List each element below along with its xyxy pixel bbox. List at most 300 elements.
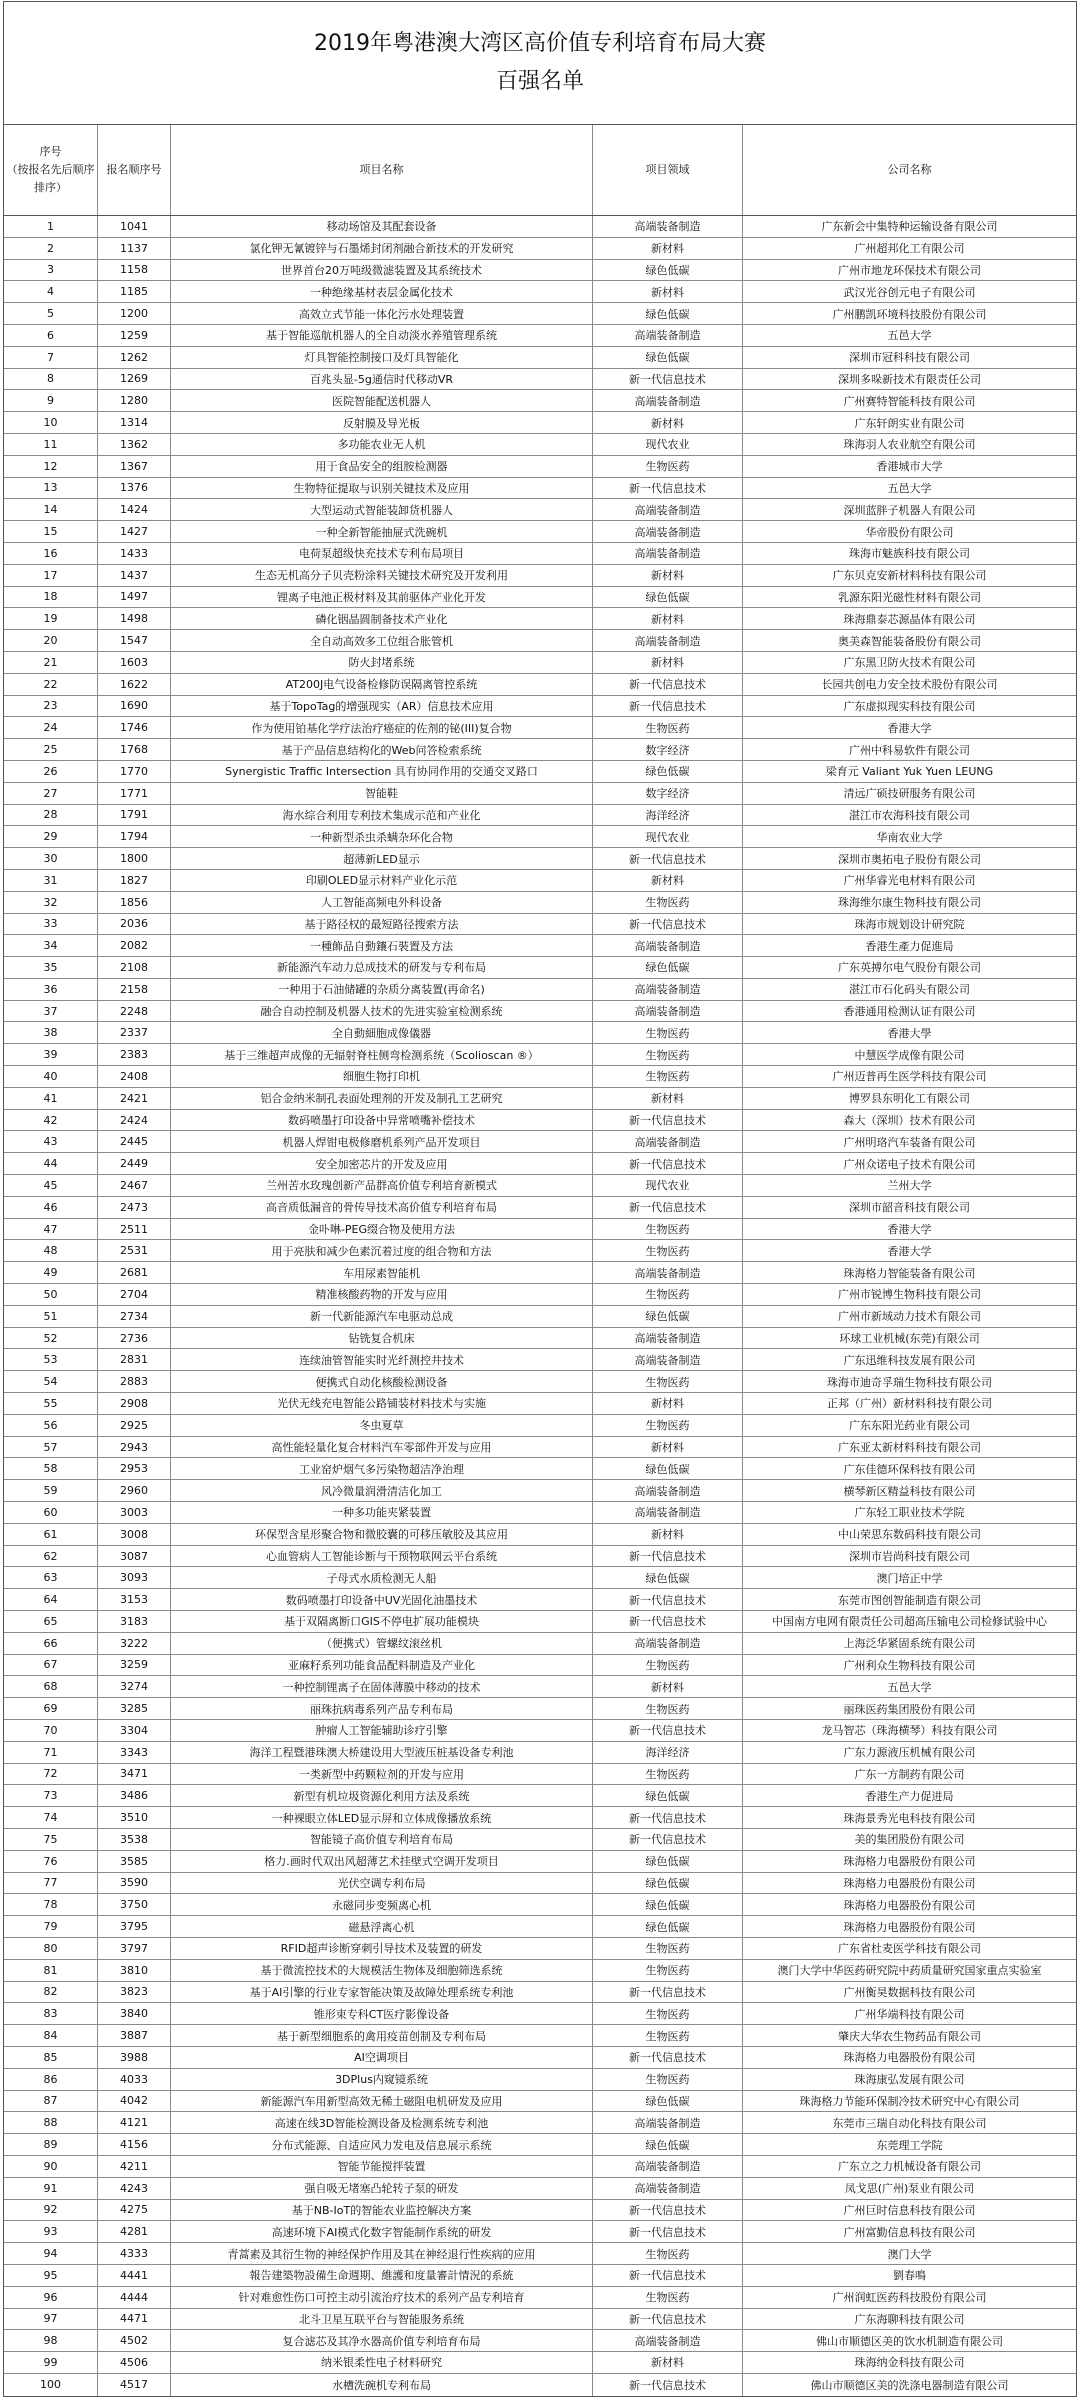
table-row [4,456,1076,478]
project-name-cell: 一种绝缘基材表层金属化技术 [171,281,593,302]
rank-cell: 73 [4,1785,98,1806]
company-cell: 广州华睿光电材料有限公司 [843,874,976,888]
title-line-2: 百强名单 [495,69,584,94]
reg-no-cell: 2953 [98,1458,171,1479]
table-row [4,347,1076,369]
company-cell: 广州中科易软件有限公司 [849,743,970,757]
company-cell: 湛江市农海科技有限公司 [849,808,970,822]
company-cell: 奥美森智能装备股份有限公司 [838,634,981,648]
company-cell: 广州迈普再生医学科技有限公司 [832,1070,987,1084]
company-cell: 珠海格力电器股份有限公司 [843,1876,976,1890]
rank-cell: 46 [4,1197,98,1218]
company-cell: 上海泛华紧固系统有限公司 [843,1637,976,1651]
field-cell: 绿色低碳 [593,347,743,368]
field-cell: 高端装备制造 [593,543,743,564]
rank-cell: 85 [4,2047,98,2068]
rank-cell: 63 [4,1567,98,1588]
table-row [4,783,1076,805]
field-cell: 生物医药 [593,2287,743,2308]
rank-cell: 59 [4,1480,98,1501]
reg-no-cell: 1800 [98,848,171,869]
table-row [4,281,1076,303]
rank-cell: 55 [4,1393,98,1414]
field-cell: 现代农业 [593,434,743,455]
table-row [4,2309,1076,2331]
table-row [4,2243,1076,2265]
company-cell: 广东轩朗实业有限公司 [854,416,965,430]
rank-cell: 79 [4,1916,98,1937]
table-row [4,1676,1076,1698]
reg-no-cell: 2445 [98,1131,171,1152]
rank-cell: 57 [4,1437,98,1458]
company-cell: 珠海格力电器股份有限公司 [843,2051,976,2065]
rank-cell: 11 [4,434,98,455]
table-row [4,848,1076,870]
field-cell: 新材料 [593,412,743,433]
rank-cell: 68 [4,1676,98,1697]
rank-cell: 86 [4,2069,98,2090]
reg-no-cell: 3222 [98,1633,171,1654]
project-name-cell: 氯化钾无氰镀锌与石墨烯封闭剂融合新技术的开发研究 [171,238,593,259]
rank-cell: 60 [4,1502,98,1523]
rank-cell: 16 [4,543,98,564]
reg-no-cell: 2408 [98,1066,171,1087]
table-row [4,979,1076,1001]
company-cell: 珠海格力智能装备有限公司 [843,1266,976,1280]
field-cell: 新材料 [593,238,743,259]
field-cell: 高端装备制造 [593,2156,743,2177]
reg-no-cell: 1262 [98,347,171,368]
company-cell: 广州赛特智能科技有限公司 [843,394,976,408]
reg-no-cell: 4502 [98,2330,171,2351]
rank-cell: 92 [4,2200,98,2221]
field-cell: 新一代信息技术 [593,1807,743,1828]
table-row [4,2112,1076,2134]
project-name-cell: 光伏空调专利布局 [171,1873,593,1894]
reg-no-cell: 3274 [98,1676,171,1697]
company-cell: 中慧医学成像有限公司 [854,1048,965,1062]
table-row [4,2200,1076,2222]
company-cell: 香港通用检测认证有限公司 [843,1005,976,1019]
table-row [4,1044,1076,1066]
reg-no-cell: 4281 [98,2221,171,2242]
reg-no-cell: 4042 [98,2091,171,2112]
company-cell: 中山荣思东数码科技有限公司 [838,1528,981,1542]
field-cell: 高端装备制造 [593,1262,743,1283]
project-name-cell: 光伏无线充电智能公路铺装材料技术与实施 [171,1393,593,1414]
project-name-cell: 高速环境下AI模式化数字智能制作系统的研发 [171,2221,593,2242]
company-cell: 广州市锐博生物科技有限公司 [838,1288,981,1302]
table-row [4,2134,1076,2156]
field-cell: 数字经济 [593,783,743,804]
rank-cell: 66 [4,1633,98,1654]
project-name-cell: 锥形束专科CT医疗影像设备 [171,2003,593,2024]
rank-cell: 12 [4,456,98,477]
field-cell: 生物医药 [593,2025,743,2046]
company-cell: 香港生产力促进局 [865,1789,954,1803]
project-name-cell: 基于TopoTag的增强现实（AR）信息技术应用 [171,696,593,717]
field-cell: 新一代信息技术 [593,914,743,935]
table-body [4,216,1076,2396]
project-name-cell: 防火封堵系统 [171,652,593,673]
field-cell: 海洋经济 [593,1742,743,1763]
rank-cell: 93 [4,2221,98,2242]
field-cell: 高端装备制造 [593,1502,743,1523]
table-header [4,125,1076,216]
company-cell: 广东立之力机械设备有限公司 [838,2160,981,2174]
rank-cell: 90 [4,2156,98,2177]
field-cell: 新一代信息技术 [593,1982,743,2003]
table-row [4,1110,1076,1132]
rank-cell: 89 [4,2134,98,2155]
reg-no-cell: 4441 [98,2265,171,2286]
reg-no-cell: 2531 [98,1240,171,1261]
table-row [4,390,1076,412]
field-cell: 绿色低碳 [593,1916,743,1937]
reg-no-cell: 3840 [98,2003,171,2024]
project-name-cell: 3DPlus内窥镜系统 [171,2069,593,2090]
project-name-cell: 世界首台20万吨级微滤装置及其系统技术 [171,260,593,281]
field-cell: 绿色低碳 [593,1306,743,1327]
project-name-cell: 风冷微量润滑清洁化加工 [171,1480,593,1501]
field-cell: 生物医药 [593,1371,743,1392]
reg-no-cell: 3471 [98,1764,171,1785]
company-cell: 梁育元 Valiant Yuk Yuen LEUNG [825,765,994,779]
rank-cell: 2 [4,238,98,259]
reg-no-cell: 1433 [98,543,171,564]
reg-no-cell: 1603 [98,652,171,673]
field-cell: 生物医药 [593,1022,743,1043]
rank-cell: 8 [4,369,98,390]
reg-no-cell: 4211 [98,2156,171,2177]
company-cell: 珠海格力电器股份有限公司 [843,1855,976,1869]
field-cell: 生物医药 [593,1044,743,1065]
company-cell: 华帝股份有限公司 [865,525,954,539]
reg-no-cell: 3750 [98,1894,171,1915]
field-cell: 新材料 [593,1088,743,1109]
field-cell: 生物医药 [593,1284,743,1305]
reg-no-cell: 2831 [98,1349,171,1370]
reg-no-cell: 3183 [98,1611,171,1632]
company-cell: 广东轻工职业技术学院 [854,1506,965,1520]
project-name-cell: 细胞生物打印机 [171,1066,593,1087]
field-cell: 高端装备制造 [593,2112,743,2133]
project-name-cell: 磷化铟晶圆制备技术产业化 [171,608,593,629]
project-name-cell: 水槽洗碗机专利布局 [171,2374,593,2396]
table-row [4,761,1076,783]
company-cell: 珠海市魅族科技有限公司 [849,547,970,561]
project-name-cell: 子母式水质检测无人船 [171,1567,593,1588]
field-cell: 高端装备制造 [593,325,743,346]
reg-no-cell: 2424 [98,1110,171,1131]
field-cell: 新一代信息技术 [593,2047,743,2068]
reg-no-cell: 3887 [98,2025,171,2046]
table-row [4,1219,1076,1241]
table-row [4,1458,1076,1480]
reg-no-cell: 3003 [98,1502,171,1523]
reg-no-cell: 4275 [98,2200,171,2221]
field-cell: 高端装备制造 [593,630,743,651]
project-name-cell: 基于双隔离断口GIS不停电扩展功能模块 [171,1611,593,1632]
company-cell: 珠海格力电器股份有限公司 [843,1920,976,1934]
table-row [4,1589,1076,1611]
rank-cell: 76 [4,1851,98,1872]
reg-no-cell: 1791 [98,805,171,826]
project-name-cell: 针对难愈性伤口可控主动引流治疗技术的系列产品专利培育 [171,2287,593,2308]
field-cell: 高端装备制造 [593,2178,743,2199]
project-name-cell: 基于AI引擎的行业专家智能决策及故障处理系统专利池 [171,1982,593,2003]
field-cell: 高端装备制造 [593,499,743,520]
company-cell: 广东黑卫防火技术有限公司 [843,656,976,670]
company-cell: 东莞市三瑞自动化科技有限公司 [832,2116,987,2130]
company-cell: 澳门大学 [887,2247,932,2261]
rank-cell: 19 [4,608,98,629]
table-row [4,1131,1076,1153]
field-cell: 新材料 [593,870,743,891]
rank-cell: 20 [4,630,98,651]
company-cell: 湛江市石化码头有限公司 [849,983,970,997]
ranking-sheet [3,1,1077,2397]
reg-no-cell: 1547 [98,630,171,651]
company-cell: 香港大学 [887,721,932,735]
field-cell: 新一代信息技术 [593,478,743,499]
reg-no-cell: 4471 [98,2309,171,2330]
reg-no-cell: 3797 [98,1938,171,1959]
reg-no-cell: 1498 [98,608,171,629]
reg-no-cell: 3486 [98,1785,171,1806]
company-cell: 广州巨时信息科技有限公司 [843,2203,976,2217]
table-row [4,2330,1076,2352]
company-cell: 珠海鼎泰芯源晶体有限公司 [843,612,976,626]
reg-no-cell: 3585 [98,1851,171,1872]
rank-cell: 54 [4,1371,98,1392]
project-name-cell: 一种多功能夹紧装置 [171,1502,593,1523]
field-cell: 绿色低碳 [593,1785,743,1806]
company-cell: 深圳市奥拓电子股份有限公司 [838,852,981,866]
table-row [4,1807,1076,1829]
project-name-cell: 海水综合利用专利技术集成示范和产业化 [171,805,593,826]
project-name-cell: 高音质低漏音的骨传导技术高价值专利培育布局 [171,1197,593,1218]
table-row [4,1306,1076,1328]
reg-no-cell: 1280 [98,390,171,411]
reg-no-cell: 2467 [98,1175,171,1196]
reg-no-cell: 2337 [98,1022,171,1043]
company-cell: 香港大学 [887,1244,932,1258]
company-cell: 广东新会中集特种运输设备有限公司 [821,220,998,234]
company-cell: 广东贝克安新材料科技有限公司 [832,569,987,583]
company-cell: 肇庆大华农生物药品有限公司 [838,2029,981,2043]
table-row [4,1022,1076,1044]
table-row [4,1633,1076,1655]
reg-no-cell: 1497 [98,587,171,608]
rank-cell: 56 [4,1415,98,1436]
reg-no-cell: 1746 [98,717,171,738]
rank-cell: 13 [4,478,98,499]
table-row [4,696,1076,718]
header-project-name: 项目名称 [171,125,593,215]
field-cell: 新一代信息技术 [593,1546,743,1567]
reg-no-cell: 3988 [98,2047,171,2068]
field-cell: 新一代信息技术 [593,696,743,717]
table-row [4,1873,1076,1895]
table-row [4,1655,1076,1677]
reg-no-cell: 3259 [98,1655,171,1676]
project-name-cell: 一种用于石油储罐的杂质分离装置(再命名) [171,979,593,1000]
table-row [4,1066,1076,1088]
rank-cell: 27 [4,783,98,804]
field-cell: 生物医药 [593,456,743,477]
project-name-cell: 反射膜及导光板 [171,412,593,433]
company-cell: 深圳市韶音科技有限公司 [849,1201,970,1215]
project-name-cell: 机器人焊钳电极修磨机系列产品开发项目 [171,1131,593,1152]
rank-cell: 42 [4,1110,98,1131]
table-row [4,587,1076,609]
rank-cell: 18 [4,587,98,608]
project-name-cell: （便携式）管螺纹滚丝机 [171,1633,593,1654]
project-name-cell: 青蒿素及其衍生物的神经保护作用及其在神经退行性疾病的应用 [171,2243,593,2264]
header-company: 公司名称 [887,163,932,176]
reg-no-cell: 1185 [98,281,171,302]
project-name-cell: 环保型含星形聚合物和微胶囊的可移压敏胶及其应用 [171,1524,593,1545]
reg-no-cell: 3153 [98,1589,171,1610]
rank-cell: 67 [4,1655,98,1676]
field-cell: 新材料 [593,608,743,629]
field-cell: 生物医药 [593,2243,743,2264]
rank-cell: 43 [4,1131,98,1152]
project-name-cell: 锂离子电池正极材料及其前驱体产业化开发 [171,587,593,608]
company-cell: 深圳市岩尚科技有限公司 [849,1550,970,1563]
field-cell: 绿色低碳 [593,1458,743,1479]
company-cell: 珠海纳金科技有限公司 [854,2356,965,2370]
table-row [4,1371,1076,1393]
field-cell: 生物医药 [593,1764,743,1785]
rank-cell: 75 [4,1829,98,1850]
project-name-cell: 智能镜子高价值专利培育布局 [171,1829,593,1850]
rank-cell: 47 [4,1219,98,1240]
table-row [4,1960,1076,1982]
project-name-cell: 百兆头显-5g通信时代移动VR [171,369,593,390]
table-row [4,521,1076,543]
company-cell: 森大（深圳）技术有限公司 [843,1114,976,1128]
table-row [4,1567,1076,1589]
table-row [4,1153,1076,1175]
rank-cell: 77 [4,1873,98,1894]
field-cell: 新一代信息技术 [593,674,743,695]
field-cell: 绿色低碳 [593,260,743,281]
field-cell: 生物医药 [593,2003,743,2024]
company-cell: 清远广硕技研服务有限公司 [843,787,976,801]
reg-no-cell: 1690 [98,696,171,717]
company-cell: 广州利众生物科技有限公司 [843,1658,976,1672]
rank-cell: 33 [4,914,98,935]
company-cell: 香港生產力促進局 [865,939,954,953]
project-name-cell: 纳米银柔性电子材料研究 [171,2352,593,2373]
reg-no-cell: 2681 [98,1262,171,1283]
table-row [4,1829,1076,1851]
field-cell: 生物医药 [593,717,743,738]
company-cell: 广东东阳光药业有限公司 [849,1419,970,1433]
table-row [4,957,1076,979]
field-cell: 绿色低碳 [593,2134,743,2155]
field-cell: 新一代信息技术 [593,2265,743,2286]
company-cell: 广东佳德环保科技有限公司 [843,1462,976,1476]
field-cell: 新一代信息技术 [593,1611,743,1632]
company-cell: 正邦（广州）新材料科技有限公司 [827,1397,992,1411]
reg-no-cell: 2421 [98,1088,171,1109]
rank-cell: 65 [4,1611,98,1632]
table-row [4,1785,1076,1807]
project-name-cell: 基于路径权的最短路径搜索方法 [171,914,593,935]
table-row [4,1698,1076,1720]
table-row [4,739,1076,761]
table-row [4,1328,1076,1350]
company-cell: 凤戈思(广州)泵业有限公司 [844,2182,975,2196]
reg-no-cell: 3008 [98,1524,171,1545]
reg-no-cell: 3510 [98,1807,171,1828]
project-name-cell: 一种裸眼立体LED显示屏和立体成像播放系统 [171,1807,593,1828]
rank-cell: 71 [4,1742,98,1763]
table-row [4,674,1076,696]
company-cell: 广州超邦化工有限公司 [854,242,965,256]
reg-no-cell: 2473 [98,1197,171,1218]
company-cell: 珠海市迪奇孚瑞生物科技有限公司 [827,1375,992,1389]
company-cell: 珠海格力电器股份有限公司 [843,1898,976,1912]
table-row [4,1262,1076,1284]
table-row [4,2025,1076,2047]
rank-cell: 52 [4,1328,98,1349]
field-cell: 生物医药 [593,2069,743,2090]
company-cell: 东莞市图创智能制造有限公司 [838,1593,981,1607]
table-row [4,1349,1076,1371]
table-row [4,1894,1076,1916]
company-cell: 珠海羽人农业航空有限公司 [843,438,976,452]
project-name-cell: 丽珠抗病毒系列产品专利布局 [171,1698,593,1719]
company-cell: 广东英搏尔电气股份有限公司 [838,961,981,975]
reg-no-cell: 1856 [98,892,171,913]
table-row [4,1524,1076,1546]
table-row [4,2178,1076,2200]
project-name-cell: 冬虫夏草 [171,1415,593,1436]
rank-cell: 74 [4,1807,98,1828]
table-row [4,914,1076,936]
rank-cell: 72 [4,1764,98,1785]
field-cell: 新材料 [593,565,743,586]
project-name-cell: 一种控制锂离子在固体薄膜中移动的技术 [171,1676,593,1697]
table-row [4,1001,1076,1023]
rank-cell: 5 [4,303,98,324]
table-row [4,2003,1076,2025]
project-name-cell: RFID超声诊断穿刺引导技术及装置的研发 [171,1938,593,1959]
field-cell: 新一代信息技术 [593,848,743,869]
company-cell: 广州鹏凯环境科技股份有限公司 [832,307,987,321]
field-cell: 新一代信息技术 [593,1829,743,1850]
rank-cell: 36 [4,979,98,1000]
table-row [4,2352,1076,2374]
project-name-cell: 数码喷墨打印设备中异常喷嘴补偿技术 [171,1110,593,1131]
project-name-cell: 新一代新能源汽车电驱动总成 [171,1306,593,1327]
company-cell: 深圳市冠科科技有限公司 [849,351,970,365]
reg-no-cell: 2883 [98,1371,171,1392]
project-name-cell: 工业窑炉烟气多污染物超洁净治理 [171,1458,593,1479]
rank-cell: 97 [4,2309,98,2330]
project-name-cell: 兰州苦水玫瑰创新产品群高价值专利培育新模式 [171,1175,593,1196]
reg-no-cell: 4517 [98,2374,171,2396]
field-cell: 高端装备制造 [593,1349,743,1370]
company-cell: 深圳多哚新技术有限责任公司 [838,372,981,386]
project-name-cell: 安全加密芯片的开发及应用 [171,1153,593,1174]
project-name-cell: 车用尿素智能机 [171,1262,593,1283]
rank-cell: 58 [4,1458,98,1479]
